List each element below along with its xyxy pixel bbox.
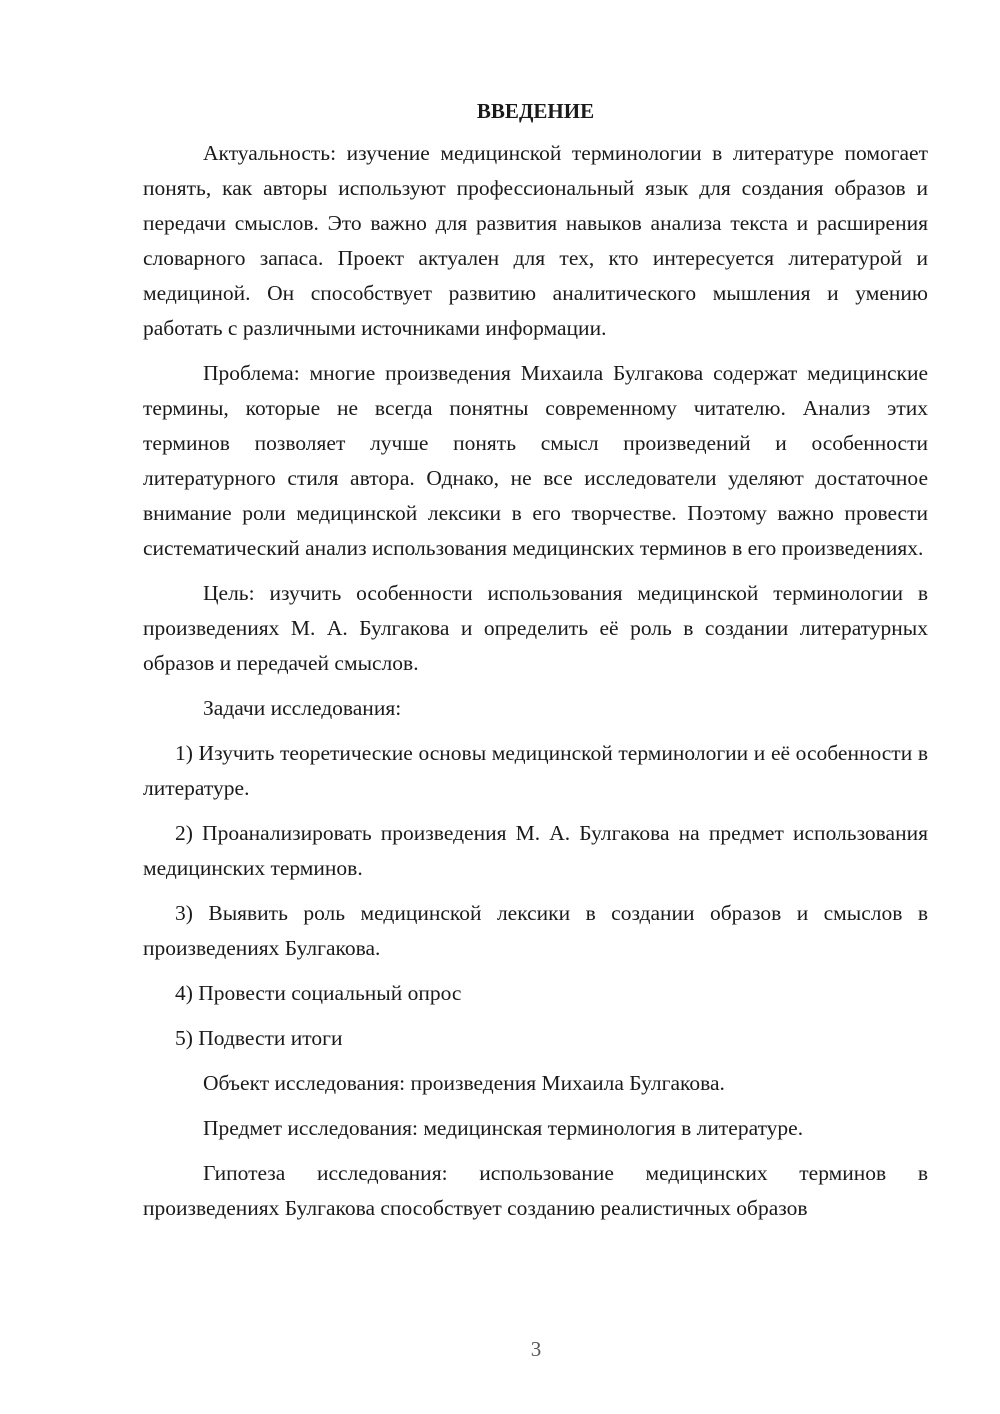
- tasks-heading: Задачи исследования:: [203, 696, 402, 720]
- task-item-5: 5) Подвести итоги: [175, 1026, 343, 1050]
- task-item-3: 3) Выявить роль медицинской лексики в создании образов и смыслов в произведениях Булгакова.: [143, 901, 928, 960]
- task-item-1: 1) Изучить теоретические основы медицинской терминологии и её особенности в литературе.: [143, 741, 928, 800]
- paragraph-problem: Проблема: многие произведения Михаила Булгакова содержат медицинские термины, которые не всегда понятны современному читателю. Анализ этих терминов позволяет лучше понять смысл произведений и особенности литературного стиля автора. Однако, не все исследователи уделяют достаточное внимание роли медицинской лексики в его творчестве. Поэтому важно провести систематический анализ использования медицинских терминов в его произведениях.: [143, 361, 928, 560]
- task-item-4: 4) Провести социальный опрос: [175, 981, 462, 1005]
- paragraph-subject: Предмет исследования: медицинская терминология в литературе.: [203, 1116, 804, 1140]
- paragraph-goal: Цель: изучить особенности использования медицинской терминологии в произведениях М. А. Булгакова и определить её роль в создании литературных образов и передачей смыслов.: [143, 581, 928, 675]
- task-item-2: 2) Проанализировать произведения М. А. Булгакова на предмет использования медицинских терминов.: [143, 821, 928, 880]
- paragraph-object: Объект исследования: произведения Михаила Булгакова.: [203, 1071, 725, 1095]
- paragraph-relevance: Актуальность: изучение медицинской терминологии в литературе помогает понять, как авторы используют профессиональный язык для создания образов и передачи смыслов. Это важно для развития навыков анализа текста и расширения словарного запаса. Проект актуален для тех, кто интересуется литературой и медициной. Он способствует развитию аналитического мышления и умению работать с различными источниками информации.: [143, 141, 928, 340]
- section-title: ВВЕДЕНИЕ: [476, 99, 595, 123]
- document-body: [143, 96, 928, 1226]
- page-number: 3: [530, 1337, 542, 1361]
- paragraph-hypothesis: Гипотеза исследования: использование медицинских терминов в произведениях Булгакова способствует созданию реалистичных образов: [143, 1161, 928, 1220]
